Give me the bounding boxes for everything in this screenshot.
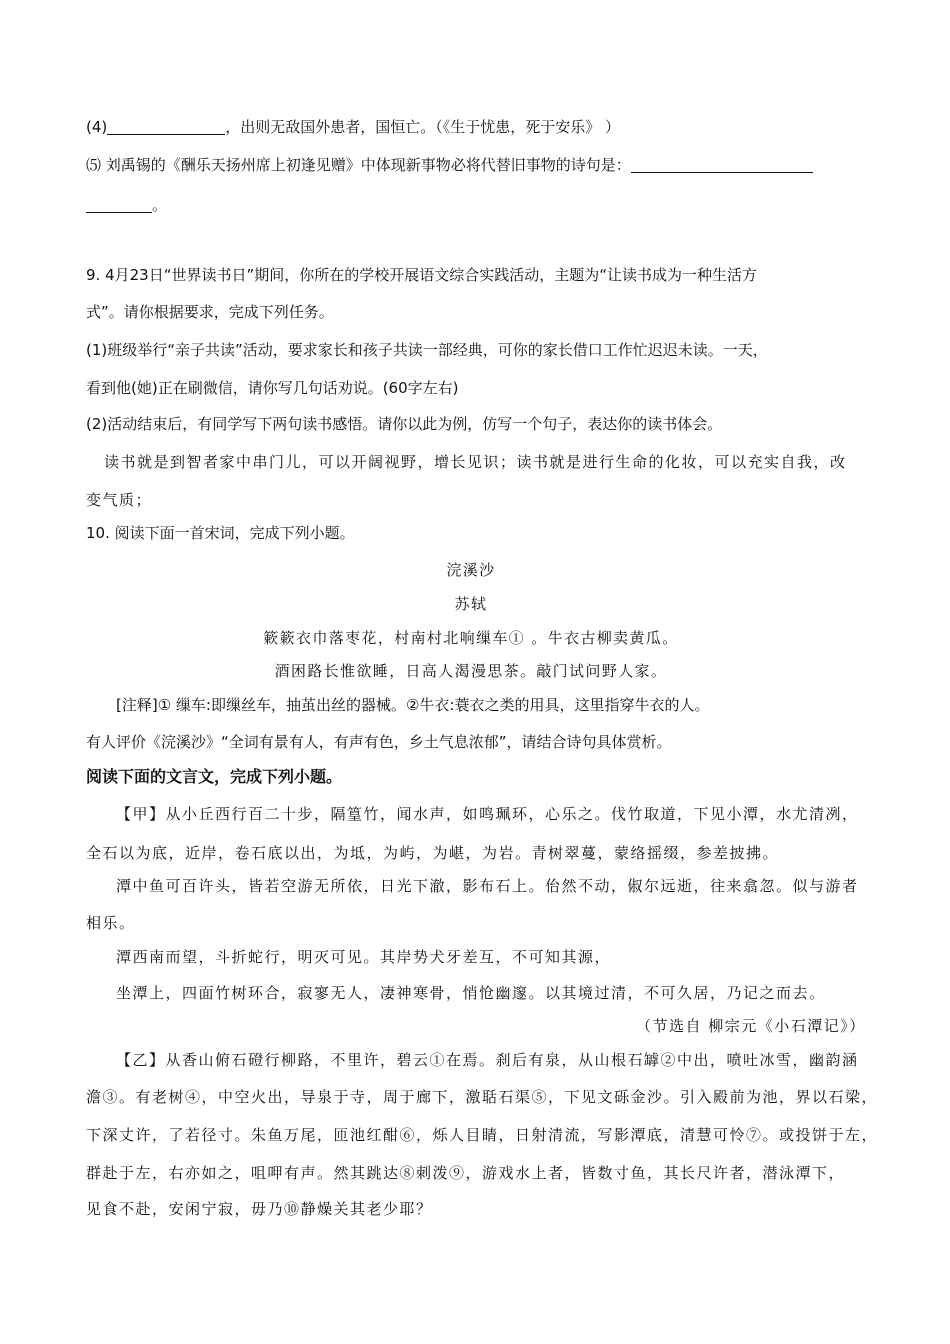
passage-jia-line1: 【甲】从小丘西行百二十步，隔篁竹，闻水声，如鸣珮环，心乐之。伐竹取道，下见小潭，水尤清冽， [116, 805, 859, 823]
q9-stem-line2: 式”。请你根据要求，完成下列任务。 [86, 303, 334, 321]
poem-line1: 簌簌衣巾落枣花，村南村北响缫车① 。牛衣古柳卖黄瓜。 [263, 629, 679, 647]
q8-item5 [86, 154, 813, 176]
answer-blank[interactable] [86, 196, 152, 213]
q8-item5-end: 。 [152, 196, 168, 214]
q9-task2: (2)活动结束后，有同学写下两句读书感悟。请你以此为例，仿写一个句子，表达你的读书体会。 [86, 415, 723, 433]
passage-yi-line2: 澹③。有老树④，中空火出，导泉于寺，周于廊下，激聒石渠⑤，下见文砾金沙。引入殿前为池，界以石梁， [86, 1088, 879, 1106]
poem-note: [注释]① 缫车:即缫丝车，抽茧出丝的器械。②牛衣:蓑衣之类的用具，这里指穿牛衣的人。 [116, 696, 710, 714]
answer-blank[interactable] [107, 118, 225, 135]
q8-item4-text: ，出则无敌国外患者，国恒亡。（《生于忧患，死于安乐》 ） [225, 118, 621, 136]
passage-jia-line4: 相乐。 [86, 914, 136, 932]
answer-blank[interactable] [631, 156, 813, 173]
passage-jia-line5: 潭西南而望，斗折蛇行，明灭可见。其岸势犬牙差互，不可知其源， [116, 948, 612, 966]
q9-example-line1: 读书就是到智者家中串门儿，可以开阔视野，增长见识；读书就是进行生命的化妆，可以充实自我，改 [104, 453, 847, 471]
q10-question: 有人评价《浣溪沙》“全词有景有人，有声有色，乡土气息浓郁”，请结合诗句具体赏析。 [86, 733, 672, 751]
q9-example-line2: 变气质； [86, 491, 153, 509]
q10-stem: 10. 阅读下面一首宋词，完成下列小题。 [86, 524, 355, 542]
q8-item4 [86, 116, 620, 138]
q9-task1-line1: (1)班级举行“亲子共读”活动，要求家长和孩子共读一部经典，可你的家长借口工作忙迟迟未读。一天， [86, 341, 768, 359]
q8-item5-continuation [86, 194, 167, 216]
section-heading: 阅读下面的文言文，完成下列小题。 [86, 767, 343, 786]
poem-title: 浣溪沙 [446, 561, 496, 579]
poem-line2: 酒困路长惟欲睡，日高人渴漫思茶。敲门试问野人家。 [274, 662, 668, 680]
passage-yi-line1: 【乙】从香山俯石磴行柳路，不里许，碧云①在焉。刹后有泉，从山根石罅②中出，喷吐冰雪，幽韵涵 [116, 1051, 859, 1069]
q9-stem-line1: 9. 4月23日“世界读书日”期间，你所在的学校开展语文综合实践活动，主题为“让读书成为一种生活方 [86, 266, 758, 284]
passage-yi-line3: 下深丈许，了若径寸。朱鱼万尾，匝池红酣⑥，烁人目睛，日射清流，写影潭底，清慧可怜⑦。或投饼于左， [86, 1126, 879, 1144]
passage-jia-line6: 坐潭上，四面竹树环合，寂寥无人，凄神寒骨，悄怆幽邃。以其境过清，不可久居，乃记之而去。 [116, 984, 826, 1002]
q9-task1-line2: 看到他(她)正在刷微信，请你写几句话劝说。(60字左右) [86, 379, 459, 397]
q8-item5-text: ⑸ 刘禹锡的《酬乐天扬州席上初逢见赠》中体现新事物必将代替旧事物的诗句是： [86, 156, 631, 174]
poem-author: 苏轼 [454, 595, 488, 613]
passage-yi-line5: 见食不赴，安闲宁寂，毋乃⑩静燥关其老少耶？ [86, 1200, 433, 1218]
q8-item4-number: (4) [86, 118, 108, 136]
passage-jia-source: （节选自 柳宗元《小石潭记》） [636, 1017, 866, 1035]
passage-jia-line3: 潭中鱼可百许头，皆若空游无所依，日光下澈，影布石上。佁然不动，俶尔远逝，往来翕忽。似与游者 [116, 877, 859, 895]
passage-jia-line2: 全石以为底，近岸，卷石底以出，为坻，为屿，为嵁，为岩。青树翠蔓，蒙络摇缀，参差披拂。 [86, 844, 780, 862]
passage-yi-line4: 群赴于左，右亦如之，咀呷有声。然其跳达⑧刺泼⑨，游戏水上者，皆数寸鱼，其长尺许者，潜泳潭下， [86, 1164, 846, 1182]
